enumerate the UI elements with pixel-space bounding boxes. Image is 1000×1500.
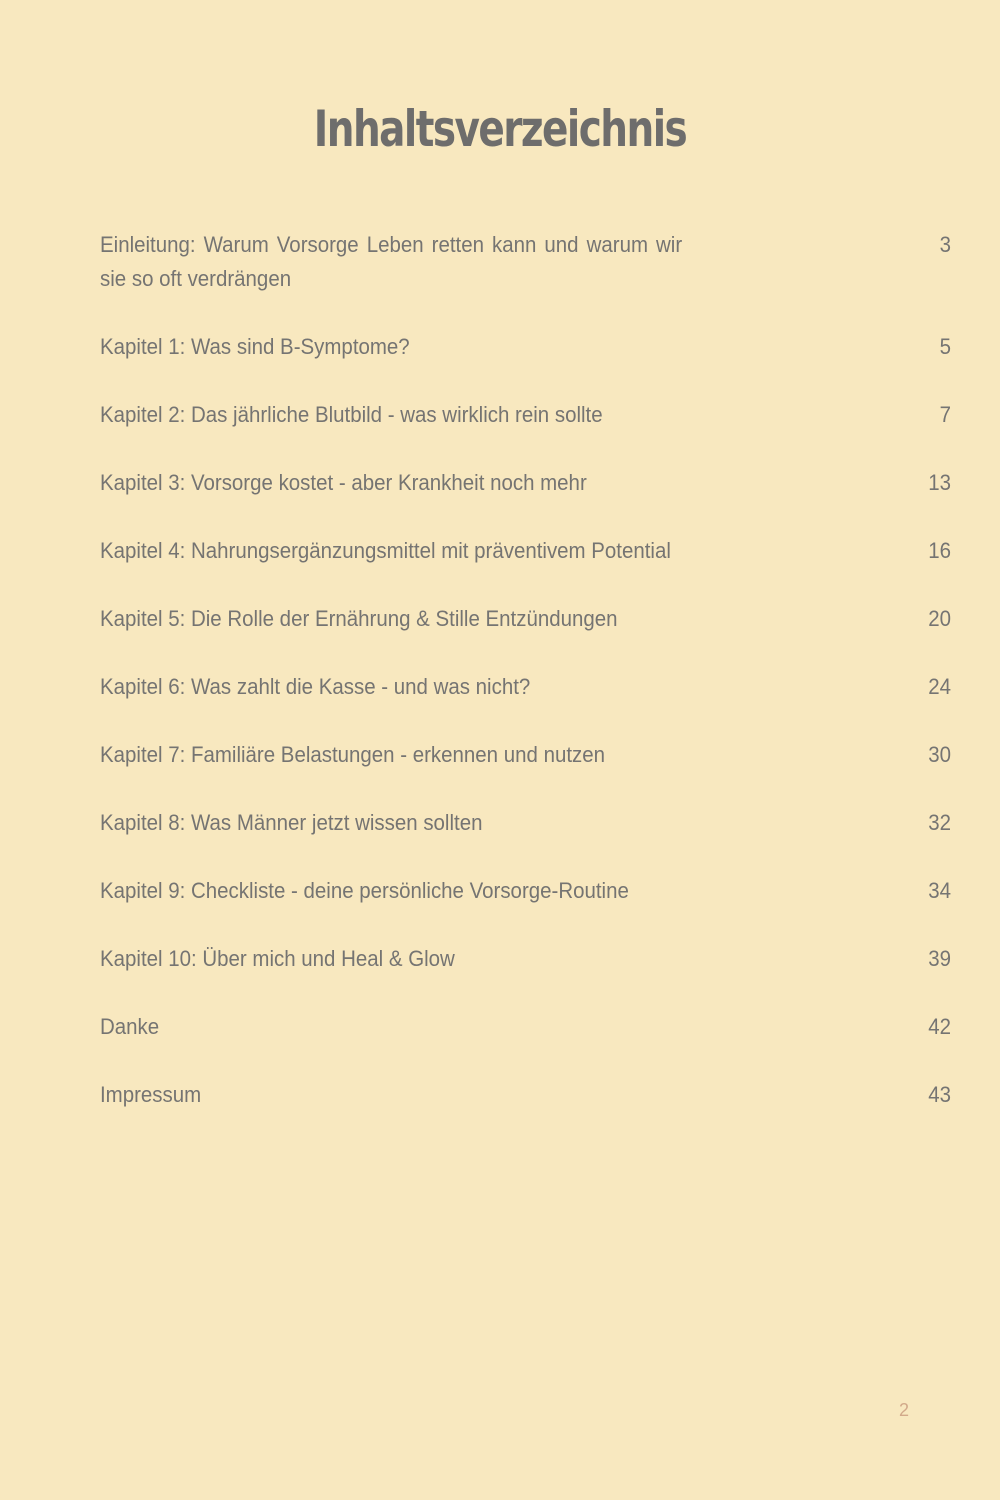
- toc-entry-label: Danke: [100, 1014, 160, 1039]
- toc-entry-thanks[interactable]: [100, 1010, 951, 1044]
- toc-entry-chapter-2[interactable]: [100, 398, 951, 432]
- toc-entry-chapter-4[interactable]: [100, 534, 951, 568]
- toc-entry-page-number: 34: [928, 878, 951, 903]
- toc-entry-page-number: 3: [939, 232, 951, 257]
- toc-entry-label: Kapitel 7: Familiäre Belastungen - erkennen und nutzen: [100, 742, 606, 767]
- toc-entry-label: Kapitel 8: Was Männer jetzt wissen sollten: [100, 810, 483, 835]
- toc-entry-label: Kapitel 9: Checkliste - deine persönliche Vorsorge-Routine: [100, 878, 629, 903]
- toc-entry-page-number: 32: [928, 810, 951, 835]
- table-of-contents: [100, 228, 951, 1146]
- toc-entry-label: Kapitel 10: Über mich und Heal & Glow: [100, 946, 455, 971]
- toc-entry-label: Kapitel 1: Was sind B-Symptome?: [100, 334, 410, 359]
- toc-entry-label: Kapitel 2: Das jährliche Blutbild - was wirklich rein sollte: [100, 402, 603, 427]
- toc-entry-page-number: 30: [928, 742, 951, 767]
- toc-entry-page-number: 39: [928, 946, 951, 971]
- toc-entry-page-number: 43: [928, 1082, 951, 1107]
- page-title: Inhaltsverzeichnis: [313, 100, 687, 158]
- toc-entry-label: Kapitel 6: Was zahlt die Kasse - und was nicht?: [100, 674, 531, 699]
- toc-entry-chapter-8[interactable]: [100, 806, 951, 840]
- toc-entry-label: Impressum: [100, 1082, 202, 1107]
- toc-entry-introduction[interactable]: [100, 228, 951, 296]
- page-number: 2: [899, 1400, 910, 1420]
- toc-entry-page-number: 13: [928, 470, 951, 495]
- toc-entry-label: Kapitel 4: Nahrungsergänzungsmittel mit präventivem Potential: [100, 538, 671, 563]
- toc-entry-chapter-7[interactable]: [100, 738, 951, 772]
- toc-entry-chapter-6[interactable]: [100, 670, 951, 704]
- toc-entry-chapter-10[interactable]: [100, 942, 951, 976]
- toc-entry-label: Kapitel 3: Vorsorge kostet - aber Krankheit noch mehr: [100, 470, 587, 495]
- toc-entry-chapter-3[interactable]: [100, 466, 951, 500]
- toc-entry-label: Einleitung: Warum Vorsorge Leben retten kann und warum wir sie so oft verdrängen: [100, 232, 683, 291]
- toc-entry-page-number: 16: [928, 538, 951, 563]
- toc-entry-page-number: 5: [939, 334, 951, 359]
- toc-entry-chapter-1[interactable]: [100, 330, 951, 364]
- toc-entry-page-number: 42: [928, 1014, 951, 1039]
- toc-entry-label: Kapitel 5: Die Rolle der Ernährung & Stille Entzündungen: [100, 606, 618, 631]
- toc-entry-page-number: 7: [939, 402, 951, 427]
- toc-entry-chapter-5[interactable]: [100, 602, 951, 636]
- toc-entry-imprint[interactable]: [100, 1078, 951, 1112]
- toc-entry-page-number: 20: [928, 606, 951, 631]
- toc-entry-chapter-9[interactable]: [100, 874, 951, 908]
- toc-entry-page-number: 24: [928, 674, 951, 699]
